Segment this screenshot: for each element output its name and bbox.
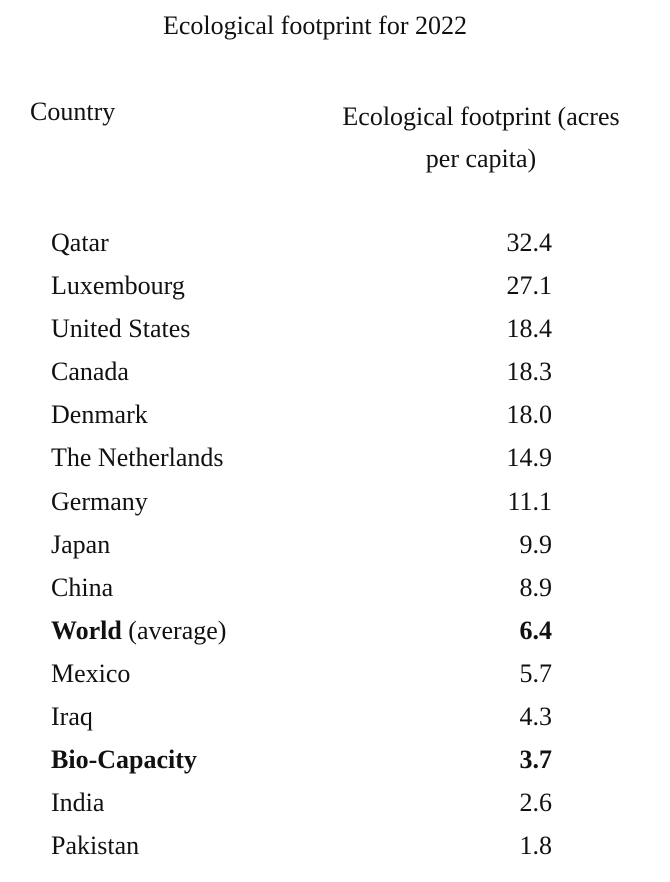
- table-row: [0, 652, 670, 695]
- value-cell: 18.3: [506, 357, 552, 387]
- value-cell: 9.9: [519, 529, 552, 559]
- value-cell: 27.1: [506, 271, 552, 301]
- country-cell: China: [51, 572, 114, 602]
- table-row: [0, 695, 670, 738]
- value-cell: 18.4: [506, 314, 552, 344]
- column-header-country: Country: [30, 97, 116, 126]
- table-row: [0, 264, 670, 307]
- table-row: [0, 436, 670, 479]
- data-table: [0, 221, 670, 867]
- page-title: Ecological footprint for 2022: [163, 11, 467, 40]
- country-cell: Mexico: [51, 658, 131, 688]
- value-cell: 3.7: [519, 745, 552, 775]
- table-row: [0, 738, 670, 781]
- table-row: [0, 781, 670, 824]
- table-row: [0, 393, 670, 436]
- table-row: [0, 523, 670, 566]
- column-header-footprint-line1: Ecological footprint (acres: [342, 102, 620, 131]
- value-cell: 18.0: [506, 400, 552, 430]
- table-row: [0, 566, 670, 609]
- column-header-footprint: [300, 96, 662, 180]
- table-row: [0, 307, 670, 350]
- value-cell: 8.9: [519, 572, 552, 602]
- value-cell: 4.3: [519, 702, 552, 732]
- country-cell: Qatar: [51, 228, 109, 257]
- value-cell: 2.6: [519, 788, 552, 818]
- table-row: [0, 824, 670, 867]
- value-cell: 6.4: [519, 615, 552, 645]
- country-cell: Iraq: [51, 702, 93, 732]
- table-row: [0, 609, 670, 652]
- country-cell: India: [51, 788, 105, 818]
- country-cell: United States: [51, 314, 191, 344]
- country-cell: Japan: [51, 529, 111, 559]
- table-row: [0, 350, 670, 393]
- value-cell: 5.7: [519, 658, 552, 688]
- country-cell: Bio-Capacity: [51, 745, 197, 775]
- value-cell: 11.1: [507, 486, 552, 516]
- country-cell: Pakistan: [51, 831, 140, 861]
- country-cell: Denmark: [51, 400, 148, 430]
- column-header-footprint-line2: per capita): [425, 144, 537, 173]
- value-cell: 32.4: [506, 228, 552, 257]
- value-cell: 1.8: [519, 831, 552, 861]
- country-cell: Germany: [51, 486, 148, 516]
- country-cell: Luxembourg: [51, 271, 185, 301]
- country-cell: World (average): [51, 615, 227, 645]
- table-row: [0, 221, 670, 264]
- table-row: [0, 480, 670, 523]
- value-cell: 14.9: [506, 443, 552, 473]
- country-cell: The Netherlands: [51, 443, 224, 473]
- country-cell: Canada: [51, 357, 129, 387]
